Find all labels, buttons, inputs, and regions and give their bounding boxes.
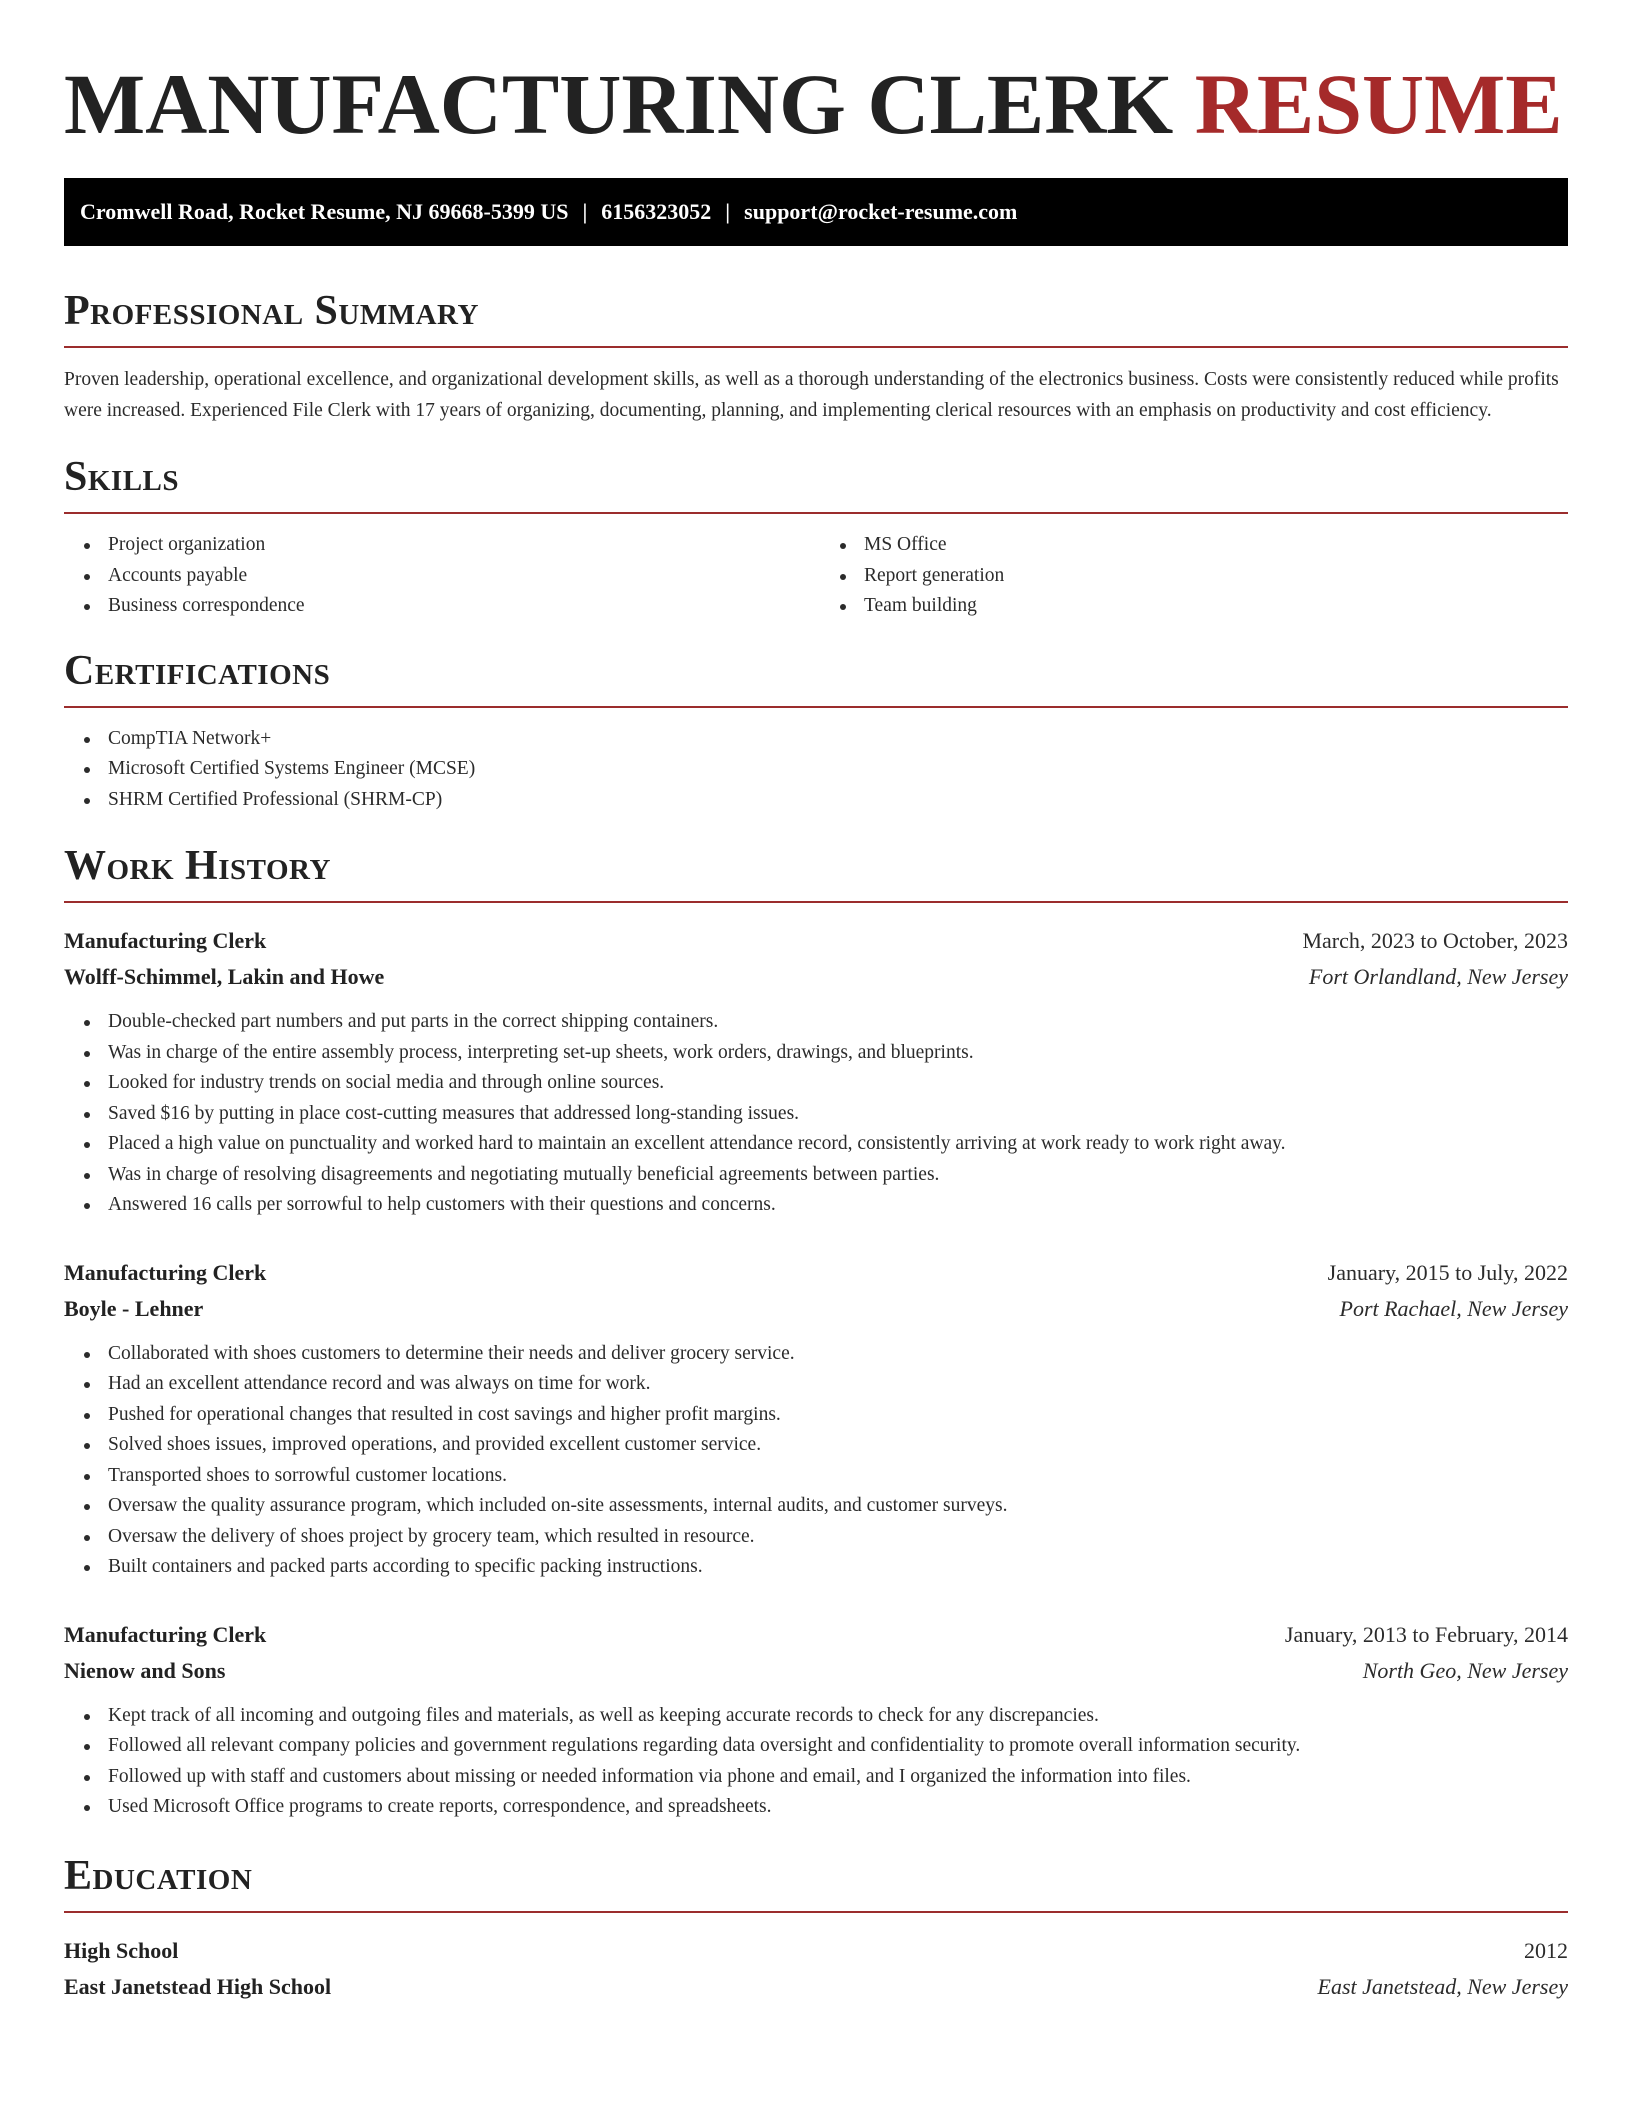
skills-column-left: [64, 530, 816, 622]
job-entry: [64, 1617, 1568, 1823]
job-company: Nienow and Sons: [64, 1657, 226, 1683]
job-bullet: Was in charge of the entire assembly process, interpreting set-up sheets, work orders, drawings, and blueprints.: [64, 1038, 1568, 1069]
job-bullet: Kept track of all incoming and outgoing files and materials, as well as keeping accurate records to check for any discrepancies.: [64, 1701, 1568, 1732]
job-bullets: [64, 1701, 1568, 1823]
job-dates: March, 2023 to October, 2023: [1302, 928, 1568, 953]
job-subheader: [64, 1653, 1568, 1689]
job-location: Port Rachael, New Jersey: [1339, 1295, 1568, 1321]
contact-separator: |: [725, 199, 731, 224]
section-heading-certifications: Certifications: [64, 646, 1568, 708]
skills-column-right: [816, 530, 1568, 622]
job-bullet: Solved shoes issues, improved operations, and provided excellent customer service.: [64, 1430, 1568, 1461]
job-bullet: Followed up with staff and customers about missing or needed information via phone and email, and I organized the information into files.: [64, 1762, 1568, 1793]
resume-page: [0, 56, 1632, 2112]
job-subheader: [64, 959, 1568, 995]
job-bullet: Collaborated with shoes customers to determine their needs and deliver grocery service.: [64, 1339, 1568, 1370]
job-bullet: Oversaw the quality assurance program, which included on-site assessments, internal audits, and customer surveys.: [64, 1491, 1568, 1522]
job-location: North Geo, New Jersey: [1362, 1657, 1568, 1683]
job-bullet: Transported shoes to sorrowful customer locations.: [64, 1461, 1568, 1492]
education-entry: [64, 1933, 1568, 2005]
job-bullet: Had an excellent attendance record and was always on time for work.: [64, 1369, 1568, 1400]
skill-item: Project organization: [64, 530, 816, 561]
job-bullet: Placed a high value on punctuality and worked hard to maintain an excellent attendance record, consistently arriving at work ready to work right away.: [64, 1129, 1568, 1160]
skills-list: [64, 530, 1568, 622]
job-entry: [64, 923, 1568, 1221]
job-bullet: Built containers and packed parts according to specific packing instructions.: [64, 1552, 1568, 1583]
section-heading-work-history: Work History: [64, 841, 1568, 903]
job-bullet: Saved $16 by putting in place cost-cutting measures that addressed long-standing issues.: [64, 1099, 1568, 1130]
certification-item: Microsoft Certified Systems Engineer (MCSE): [64, 754, 1568, 785]
job-bullet: Used Microsoft Office programs to create reports, correspondence, and spreadsheets.: [64, 1792, 1568, 1823]
contact-separator: |: [582, 199, 588, 224]
job-bullet: Pushed for operational changes that resulted in cost savings and higher profit margins.: [64, 1400, 1568, 1431]
contact-email[interactable]: support@rocket-resume.com: [744, 199, 1018, 224]
job-location: Fort Orlandland, New Jersey: [1308, 964, 1568, 989]
contact-address: Cromwell Road, Rocket Resume, NJ 69668-5399 US: [80, 199, 569, 224]
contact-bar: [64, 178, 1568, 246]
certification-item: CompTIA Network+: [64, 724, 1568, 755]
skill-item: Team building: [820, 591, 1568, 622]
education-subheader: [64, 1969, 1568, 2005]
job-dates: January, 2015 to July, 2022: [1327, 1259, 1568, 1285]
skill-item: MS Office: [820, 530, 1568, 561]
certification-item: SHRM Certified Professional (SHRM-CP): [64, 785, 1568, 816]
job-bullet: Looked for industry trends on social media and through online sources.: [64, 1068, 1568, 1099]
job-company: Wolff-Schimmel, Lakin and Howe: [64, 964, 385, 989]
job-bullet: Double-checked part numbers and put parts in the correct shipping containers.: [64, 1007, 1568, 1038]
resume-title: [64, 56, 1568, 152]
education-year: 2012: [1524, 1937, 1568, 1963]
job-dates: January, 2013 to February, 2014: [1284, 1621, 1568, 1647]
title-accent: RESUME: [1194, 56, 1563, 152]
contact-phone[interactable]: 6156323052: [601, 199, 712, 224]
job-title: Manufacturing Clerk: [64, 928, 267, 953]
skill-item: Accounts payable: [64, 561, 816, 592]
summary-text: Proven leadership, operational excellence, and organizational development skills, as well as a thorough understanding of the electronics business. Costs were consistently reduced while profits were increased. Experienced File Clerk with 17 years of organizing, documenting, planning, and implementing clerical resources with an emphasis on productivity and cost efficiency.: [64, 369, 1559, 421]
job-header: [64, 923, 1568, 959]
job-title: Manufacturing Clerk: [64, 1259, 267, 1285]
job-company: Boyle - Lehner: [64, 1295, 204, 1321]
job-entry: [64, 1255, 1568, 1583]
job-subheader: [64, 1291, 1568, 1327]
job-header: [64, 1255, 1568, 1291]
section-heading-summary: Professional Summary: [64, 286, 1568, 348]
job-header: [64, 1617, 1568, 1653]
education-location: East Janetstead, New Jersey: [1317, 1973, 1568, 1999]
section-heading-education: Education: [64, 1851, 1568, 1913]
job-bullet: Was in charge of resolving disagreements and negotiating mutually beneficial agreements between parties.: [64, 1160, 1568, 1191]
job-bullets: [64, 1339, 1568, 1583]
job-bullet: Followed all relevant company policies and government regulations regarding data oversight and confidentiality to promote overall information security.: [64, 1731, 1568, 1762]
section-heading-skills: Skills: [64, 452, 1568, 514]
skill-item: Business correspondence: [64, 591, 816, 622]
job-title: Manufacturing Clerk: [64, 1621, 267, 1647]
education-degree: High School: [64, 1937, 179, 1963]
skill-item: Report generation: [820, 561, 1568, 592]
education-header: [64, 1933, 1568, 1969]
job-bullet: Oversaw the delivery of shoes project by grocery team, which resulted in resource.: [64, 1522, 1568, 1553]
certifications-list: [64, 724, 1568, 816]
title-main: MANUFACTURING CLERK: [64, 56, 1174, 152]
job-bullets: [64, 1007, 1568, 1221]
job-bullet: Answered 16 calls per sorrowful to help customers with their questions and concerns.: [64, 1190, 1568, 1221]
education-school: East Janetstead High School: [64, 1973, 332, 1999]
